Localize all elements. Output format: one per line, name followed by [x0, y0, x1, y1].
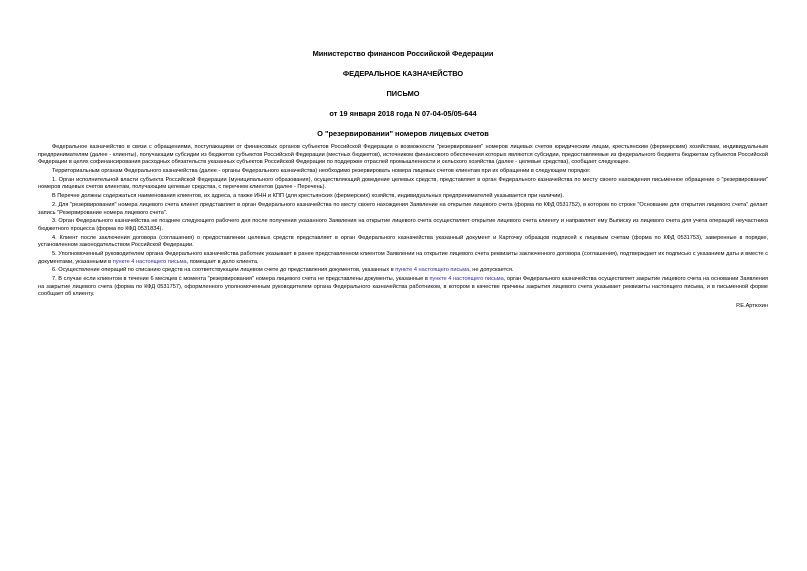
paragraph-item-1: 1. Орган исполнительной власти субъекта Российской Федерации (муниципального образования), осуществляющий доведение целевых средств, представляет в орган Федерального казначейства по месту своего нахождения письменное обращение о "резервировании" номеров лицевых счетов клиентам, получающим целевые средства, с перечнем клиентов (далее - Перечень).: [38, 176, 768, 191]
paragraph-item-6: [38, 267, 768, 275]
date-number-heading: от 19 января 2018 года N 07-04-05/05-644: [329, 109, 477, 118]
ministry-heading: Министерство финансов Российской Федерации: [312, 49, 494, 58]
paragraph-item-5-text-a: 5. Уполномоченный руководителем органа Федерального казначейства работник указывает в ранее представленном клиентом Заявлении на открытие лицевого счета реквизиты заключенного договора (соглашения), подтверждает их подписью с указанием даты и вместе с документами, указанными в: [38, 251, 768, 265]
paragraph-list-content: В Перечне должны содержаться наименования клиентов, их адреса, а также ИНН и КПП (для крестьянских (фермерских) хозяйств, индивидуальных предпринимателей указывается при наличии).: [52, 193, 564, 200]
paragraph-item-3: 3. Орган Федерального казначейства не позднее следующего рабочего дня после получения указанного Заявления на открытие лицевого счета осуществляет открытие лицевого счета клиенту и направляет ему Выписку из лицевого счета для учета операций неучастника бюджетного процесса (форма по КФД 0531834).: [38, 218, 768, 232]
paragraph-item-5-text-b: , помещает в дело клиента.: [186, 258, 259, 265]
letter-body: [38, 144, 768, 299]
paragraph-item-5: [38, 251, 768, 266]
link-point-4[interactable]: пункте 4 настоящего письма: [112, 258, 187, 265]
document-page: [38, 40, 768, 309]
signature: Р.Е.Артюхин: [736, 302, 768, 309]
paragraph-item-7-text-b: , орган Федерального казначейства осуществляет закрытие лицевого счета на основании Заявления на закрытие лицевого счета (форма по КФД 0531757), оформленного уполномоченным руководителем органа Федерального казначейства работником, в котором в качестве причины закрытия лицевого счета указывает реквизиты настоящего письма, и в письменной форме сообщает об клиенту.: [38, 276, 768, 298]
paragraph-item-6-text-a: 6. Осуществление операций по списанию средств на соответствующем лицевом счете до представления документов, указанных в: [52, 267, 396, 274]
link-point-4[interactable]: пункте 4 настоящего письма: [429, 276, 504, 283]
paragraph-item-4: 4. Клиент после заключения договора (соглашения) о предоставлении целевых средств представляет в орган Федерального казначейства указанный документ и Карточку образцов подписей к лицевым счетам (форма по КФД 0531753), заверенные в порядке, установленном законодательством Российской Федерации.: [38, 234, 768, 249]
paragraph-item-2: 2. Для "резервирования" номера лицевого счета клиент представляет в орган Федерального казначейства по месту своего нахождения Заявление на открытие лицевого счета (форма по КФД 0531752), в котором по строке "Основание для открытия лицевого счета" делает запись "Резервирование номера лицевого счета".: [38, 201, 768, 216]
paragraph-intro: Федеральное казначейство в связи с обращениями, поступающими от финансовых органов субъектов Российской Федерации о возможности "резервирования" номеров лицевых счетов юридическим лицам, крестьянским (фермерским) хозяйствам, индивидуальным предпринимателям (далее - клиенты), получающим субсидии из бюджетов субъектов Российской Федерации (местных бюджетов), источником финансового обеспечения которых являются субсидии, предоставляемые из федерального бюджета бюджетам субъектов Российской Федерации в целях софинансирования расходных обязательств указанных субъектов Российской Федерации по поддержке отраслей промышленности и сельского хозяйства (далее - целевые средства), сообщает следующее.: [38, 144, 768, 166]
paragraph-item-6-text-b: , не допускается.: [469, 267, 514, 274]
paragraph-item-7-text-a: 7. В случае если клиентом в течение 6 месяцев с момента "резервирования" номера лицевого счета не представлены документы, указанные в: [52, 276, 430, 283]
doc-type-heading: ПИСЬМО: [386, 89, 420, 98]
agency-heading: ФЕДЕРАЛЬНОЕ КАЗНАЧЕЙСТВО: [342, 69, 464, 78]
paragraph-order: Территориальным органам Федерального казначейства (далее - органы Федерального казначейства) необходимо резервировать номера лицевых счетов клиентам при их обращении в следующем порядке:: [52, 167, 591, 174]
paragraph-item-7: [38, 276, 768, 299]
link-point-4[interactable]: пункте 4 настоящего письма: [395, 267, 470, 274]
subject-heading: О "резервировании" номеров лицевых счетов: [317, 129, 489, 138]
